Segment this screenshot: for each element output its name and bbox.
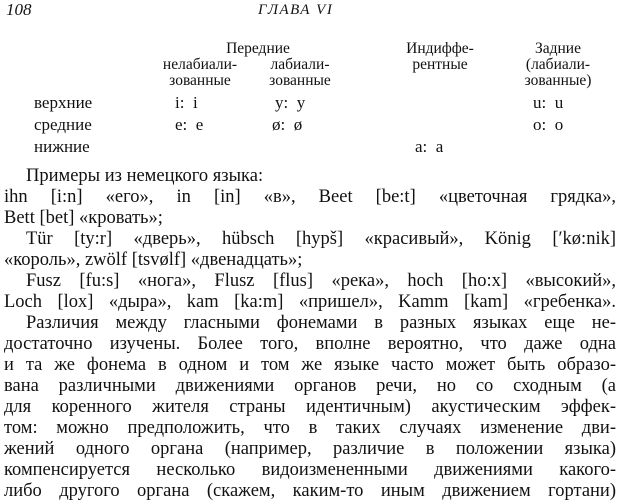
row-label-low: нижние <box>34 137 90 156</box>
examples-intro: Примеры из немецкого языка: <box>26 166 264 186</box>
row-label-high: верхние <box>34 93 93 112</box>
cell-low-indifferent: a: a <box>415 137 444 156</box>
page-number: 108 <box>6 0 32 19</box>
cell-mid-back: o: o <box>533 115 564 134</box>
text-line: и та же фонема в одном и том же языке часто может быть образо- <box>4 355 616 375</box>
header-front: Передние <box>226 40 290 57</box>
cell-mid-rounded: ø: ø <box>272 115 303 134</box>
text-line: том: можно предположить, что в таких случаях изменение дви- <box>4 418 616 438</box>
text-line: Fusz [fu:s] «нога», Flusz [flus] «река», hoch [ho:x] «высокий», <box>26 271 616 291</box>
text-line: Bett [bet] «кровать»; <box>4 208 163 228</box>
text-line: компенсируется несколько видоизмененными движениями какого- <box>4 460 616 480</box>
cell-high-rounded: y: y <box>275 93 306 112</box>
body-text <box>4 166 616 502</box>
chapter-title: ГЛАВА VI <box>258 2 334 18</box>
text-line: «король», zwölf [tsvølf] «двенадцать»; <box>4 250 303 270</box>
text-line: достаточно изучены. Более того, вполне вероятно, что даже одна <box>4 334 616 354</box>
header-front-unrounded: нелабиали- зованные <box>162 56 238 89</box>
text-line: для коренного жителя страны идентичным) акустическим эффек- <box>4 397 616 417</box>
text-line: Tür [ty:r] «дверь», hübsch [hypš] «красивый», König [ʹkø:nik] <box>26 229 616 249</box>
row-label-mid: средние <box>34 115 92 134</box>
text-line: ihn [i:n] «его», in [in] «в», Beet [be:t] «цветочная грядка», <box>4 187 616 207</box>
text-line: либо другого органа (скажем, каким-то иным движением гортани) <box>4 481 616 501</box>
text-line: Различия между гласными фонемами в разных языках еще не- <box>26 313 616 333</box>
cell-high-unrounded: i: i <box>175 93 198 112</box>
text-line: вана различными движениями органов речи, но со сходным (а <box>4 376 616 396</box>
header-front-rounded: лабиали- зованные <box>269 56 331 89</box>
cell-mid-unrounded: e: e <box>175 115 204 134</box>
cell-high-back: u: u <box>533 93 564 112</box>
header-indifferent: Индиффе- рентные <box>406 40 474 73</box>
text-line: Loch [lox] «дыра», kam [ka:m] «пришел», Kamm [kam] «гребенка». <box>4 292 616 312</box>
header-back: Задние (лабиали- зованные) <box>524 40 592 89</box>
text-line: жений одного органа (например, различие в положении языка) <box>4 439 616 459</box>
